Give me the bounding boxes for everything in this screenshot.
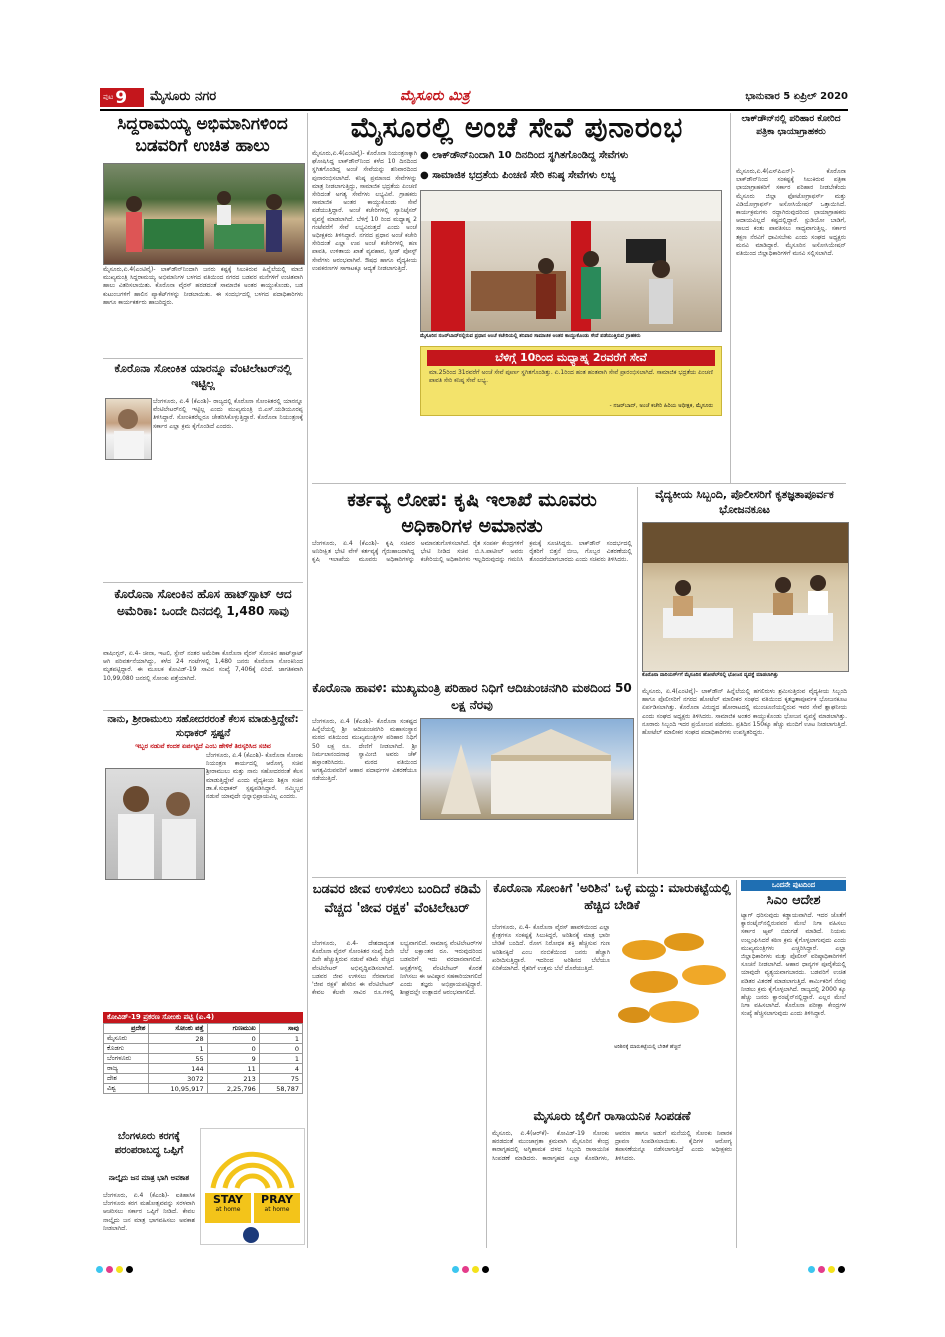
stats-row bbox=[104, 1054, 303, 1064]
lead-box-title: ಬೆಳಿಗ್ಗೆ 10ರಿಂದ ಮಧ್ಯಾಹ್ನ 2ರವರೆಗೆ ಸೇವೆ bbox=[427, 350, 715, 366]
issue-date: ಭಾನುವಾರ 5 ಏಪ್ರಿಲ್ 2020 bbox=[745, 91, 848, 102]
ad-pray-word: PRAY bbox=[261, 1193, 293, 1206]
dot-cyan-icon bbox=[452, 1266, 459, 1273]
bullet-icon: ● bbox=[420, 150, 429, 161]
wifi-arcs-icon bbox=[201, 1133, 304, 1193]
middle-body: ಬೆಂಗಳೂರು, ಏ.4 (ಕೆಎಂಶಿ)- ಕೃಷಿ ಸಚಿವರ ಅನಿರೀಕ್ಷಿತ ಭೇಟಿ ವೇಳೆ ಕರ್ತವ್ಯಕ್ಕೆ ಗೈರುಹಾಜರಾಗಿದ್ದ ಕೃಷಿ ಇಲಾಖೆಯ ಮೂವರು ಅಧಿಕಾರಿಗಳನ್ನು ಅಮಾನತುಗೊಳಿಸಲಾಗಿದೆ. ರೈತ ಸಂಪರ್ಕ ಕೇಂದ್ರಗಳಿಗೆ ಭೇಟಿ ನೀಡಿದ ಸಚಿವ ಬಿ.ಸಿ.ಪಾಟೀಲ್ ಅವರು ಕಚೇರಿಯಲ್ಲಿ ಅಧಿಕಾರಿಗಳು ಇಲ್ಲದಿರುವುದನ್ನು ಗಮನಿಸಿ ಕ್ರಮಕ್ಕೆ ಸೂಚಿಸಿದ್ದರು. ಲಾಕ್‌ಡೌನ್ ಸಂದರ್ಭದಲ್ಲಿ ರೈತರಿಗೆ ಬಿತ್ತನೆ ಬೀಜ, ಗೊಬ್ಬರ ವಿತರಣೆಯಲ್ಲಿ ತೊಂದರೆಯಾಗಬಾರದು ಎಂದು ಸಚಿವರು ತಿಳಿಸಿದರು. bbox=[312, 540, 632, 564]
stats-cell: 144 bbox=[149, 1064, 207, 1074]
stats-row bbox=[104, 1084, 303, 1094]
stats-header: ಗುಣಮುಖ bbox=[207, 1024, 259, 1034]
dot-black-icon bbox=[838, 1266, 845, 1273]
registration-marks-right bbox=[808, 1258, 848, 1277]
story-sudhakar-body: ಬೆಂಗಳೂರು, ಏ.4 (ಕೆಎಂಶಿ)- ಕೊರೊನಾ ಸೋಂಕು ನಿಯಂತ್ರಣ ಕಾರ್ಯದಲ್ಲಿ ಆರೋಗ್ಯ ಸಚಿವ ಶ್ರೀರಾಮುಲು ಮತ್ತು ನಾನು ಸಹೋದರರಂತೆ ಕೆಲಸ ಮಾಡುತ್ತಿದ್ದೇವೆ ಎಂದು ವೈದ್ಯಕೀಯ ಶಿಕ್ಷಣ ಸಚಿವ ಡಾ.ಕೆ.ಸುಧಾಕರ್ ಸ್ಪಷ್ಟಪಡಿಸಿದ್ದಾರೆ. ನಮ್ಮಿಬ್ಬರ ನಡುವೆ ಯಾವುದೇ ಭಿನ್ನಾಭಿಪ್ರಾಯವಿಲ್ಲ ಎಂದರು. bbox=[206, 752, 303, 801]
stats-row bbox=[104, 1044, 303, 1054]
dot-yellow-icon bbox=[472, 1266, 479, 1273]
lead-info-box bbox=[420, 346, 722, 416]
stats-row bbox=[104, 1074, 303, 1084]
stats-table bbox=[103, 1023, 303, 1094]
turmeric-caption: ಅರಿಶಿನಕ್ಕೆ ಮಾರುಕಟ್ಟೆಯಲ್ಲಿ ಬೇಡಿಕೆ ಹೆಚ್ಚಿದೆ bbox=[614, 1044, 681, 1050]
registration-marks-left bbox=[96, 1258, 136, 1277]
stay-pray-ad bbox=[200, 1128, 305, 1245]
adichunchanagiri-body: ಬೆಂಗಳೂರು, ಏ.4 (ಕೆಎಂಶಿ)- ಕೊರೊನಾ ಸಂಕಷ್ಟದ ಹಿನ್ನೆಲೆಯಲ್ಲಿ ಶ್ರೀ ಆದಿಚುಂಚನಗಿರಿ ಮಹಾಸಂಸ್ಥಾನ ಮಠದ ವತಿಯಿಂದ ಮುಖ್ಯಮಂತ್ರಿಗಳ ಪರಿಹಾರ ನಿಧಿಗೆ 50 ಲಕ್ಷ ರೂ. ದೇಣಿಗೆ ನೀಡಲಾಗಿದೆ. ಶ್ರೀ ನಿರ್ಮಲಾನಂದನಾಥ ಸ್ವಾಮೀಜಿ ಅವರು ಚೆಕ್ ಹಸ್ತಾಂತರಿಸಿದರು. ಮಠದ ವತಿಯಿಂದ ಅಗತ್ಯವಿರುವವರಿಗೆ ಆಹಾರ ಪದಾರ್ಥಗಳ ವಿತರಣೆಯೂ ನಡೆಯುತ್ತಿದೆ. bbox=[312, 718, 417, 783]
lead-box-credit: - ನಜರ್‌ಬಾದ್, ಅಂಚೆ ಕಚೇರಿ ಹಿರಿಯ ಅಧೀಕ್ಷಕ, ಮೈಸೂರು bbox=[609, 403, 713, 409]
photo-chief-minister bbox=[105, 398, 152, 460]
stats-cell: ವಿಶ್ವ bbox=[104, 1084, 149, 1094]
story-america-headline: ಕೊರೊನಾ ಸೋಂಕಿನ ಹೊಸ ಹಾಟ್‌ಸ್ಪಾಟ್ ಆದ ಅಮೆರಿಕಾ: ಒಂದೇ ದಿನದಲ್ಲಿ 1,480 ಸಾವು bbox=[114, 587, 292, 618]
story-milk-body: ಮೈಸೂರು,ಏ.4(ಎಂಟಿವೈ)- ಲಾಕ್‌ಡೌನ್‌ನಿಂದಾಗಿ ಜನರು ಕಷ್ಟಕ್ಕೆ ಸಿಲುಕಿರುವ ಹಿನ್ನೆಲೆಯಲ್ಲಿ ಮಾಜಿ ಮುಖ್ಯಮಂತ್ರಿ ಸಿದ್ದರಾಮಯ್ಯ ಅಭಿಮಾನಿಗಳ ಬಳಗದ ವತಿಯಿಂದ ನಗರದ ಬಡವರ ಮನೆಗಳಿಗೆ ಉಚಿತವಾಗಿ ಹಾಲು ವಿತರಿಸಲಾಯಿತು. ಕೊರೊನಾ ವೈರಸ್ ಹರಡದಂತೆ ಸಾಮಾಜಿಕ ಅಂತರ ಕಾಯ್ದುಕೊಂಡು, ಬಡ ಕುಟುಂಬಗಳಿಗೆ ಹಾಲಿನ ಪ್ಯಾಕೆಟ್‌ಗಳನ್ನು ನೀಡಲಾಯಿತು. ಈ ಸಂದರ್ಭದಲ್ಲಿ ಬಳಗದ ಪದಾಧಿಕಾರಿಗಳು ಹಾಗೂ ಕಾರ್ಯಕರ್ತರು ಹಾಜರಿದ್ದರು. bbox=[103, 266, 303, 306]
right-mid-headline: ವೈದ್ಯಕೀಯ ಸಿಬ್ಬಂದಿ, ಪೊಲೀಸರಿಗೆ ಕೃತಜ್ಞತಾಪೂರ್ವಕ ಭೋಜನಕೂಟ bbox=[655, 488, 834, 516]
lead-body-col1: ಮೈಸೂರು,ಏ.4(ಎಂಟಿವೈ)- ಕೊರೊನಾ ನಿಯಂತ್ರಣಕ್ಕಾಗಿ ಘೋಷಿಸಿದ್ದ ಲಾಕ್‌ಡೌನ್‌ನಿಂದ ಕಳೆದ 10 ದಿನದಿಂದ ಸ್ಥಗಿತಗೊಂಡಿದ್ದ ಅಂಚೆ ಸೇವೆಯನ್ನು ಶನಿವಾರದಿಂದ ಪುನಾರಂಭಿಸಲಾಗಿದೆ. ಕನಿಷ್ಠ ಪ್ರಮಾಣದ ಸೇವೆಗಳನ್ನು ಮಾತ್ರ ನೀಡಲಾಗುತ್ತಿದ್ದು, ಸಾಮಾಜಿಕ ಭದ್ರತೆಯ ಪಿಂಚಣಿ ಸೇರಿದಂತೆ ಅಗತ್ಯ ಸೇವೆಗಳು ಲಭ್ಯವಿವೆ. ಗ್ರಾಹಕರು ಸಾಮಾಜಿಕ ಅಂತರ ಕಾಯ್ದುಕೊಂಡು ಸೇವೆ ಪಡೆಯುತ್ತಿದ್ದಾರೆ. ಅಂಚೆ ಕಚೇರಿಗಳಲ್ಲಿ ಸ್ಯಾನಿಟೈಸರ್ ವ್ಯವಸ್ಥೆ ಮಾಡಲಾಗಿದೆ. ಬೆಳಿಗ್ಗೆ 10 ರಿಂದ ಮಧ್ಯಾಹ್ನ 2 ಗಂಟೆವರೆಗೆ ಸೇವೆ ಲಭ್ಯವಿರುತ್ತದೆ ಎಂದು ಅಂಚೆ ಅಧೀಕ್ಷಕರು ತಿಳಿಸಿದ್ದಾರೆ. ನಗರದ ಪ್ರಧಾನ ಅಂಚೆ ಕಚೇರಿ ಸೇರಿದಂತೆ ಎಲ್ಲಾ ಉಪ ಅಂಚೆ ಕಚೇರಿಗಳಲ್ಲಿ ಹಣ ಪಾವತಿ, ಉಳಿತಾಯ ಖಾತೆ ವ್ಯವಹಾರ, ಸ್ಪೀಡ್ ಪೋಸ್ಟ್ ಸೇವೆಗಳು ಆರಂಭವಾಗಿವೆ. ಔಷಧ ಹಾಗೂ ವೈದ್ಯಕೀಯ ಉಪಕರಣಗಳ ಸಾಗಾಟಕ್ಕೂ ಆದ್ಯತೆ ನೀಡಲಾಗುತ್ತಿದೆ. bbox=[312, 150, 417, 272]
dot-magenta-icon bbox=[462, 1266, 469, 1273]
dining-scene bbox=[643, 523, 848, 671]
jail-spray-body: ಮೈಸೂರು, ಏ.4(ಆರ್‌ಕೆ)- ಕೋವಿಡ್-19 ಸೋಂಕು ಹರಡದಂತೆ ಮುಂಜಾಗ್ರತಾ ಕ್ರಮವಾಗಿ ಮೈಸೂರಿನ ಕೇಂದ್ರ ಕಾರಾಗೃಹದಲ್ಲಿ ಅಗ್ನಿಶಾಮಕ ದಳದ ಸಿಬ್ಬಂದಿ ರಾಸಾಯನಿಕ ಸಿಂಪಡಣೆ ಮಾಡಿದರು. ಕಾರಾಗೃಹದ ಎಲ್ಲಾ ಕೊಠಡಿಗಳು, ಆವರಣ ಹಾಗೂ ಅಡುಗೆ ಮನೆಯಲ್ಲಿ ಸೋಂಕು ನಿವಾರಕ ದ್ರಾವಣ ಸಿಂಪಡಿಸಲಾಯಿತು. ಕೈದಿಗಳ ಆರೋಗ್ಯ ತಪಾಸಣೆಯನ್ನೂ ನಡೆಸಲಾಗುತ್ತಿದೆ ಎಂದು ಅಧೀಕ್ಷಕರು ತಿಳಿಸಿದರು. bbox=[492, 1130, 732, 1162]
stats-header: ಪ್ರದೇಶ bbox=[104, 1024, 149, 1034]
lead-headline: ಮೈಸೂರಲ್ಲಿ ಅಂಚೆ ಸೇವೆ ಪುನಾರಂಭ bbox=[350, 111, 684, 144]
turmeric-body: ಬೆಂಗಳೂರು, ಏ.4- ಕೊರೊನಾ ವೈರಸ್ ಹಾವಳಿಯಿಂದ ಎಲ್ಲಾ ಕ್ಷೇತ್ರಗಳೂ ಸಂಕಷ್ಟಕ್ಕೆ ಸಿಲುಕಿದ್ದರೆ, ಅರಿಶಿನಕ್ಕೆ ಮಾತ್ರ ಭಾರೀ ಬೇಡಿಕೆ ಬಂದಿದೆ. ರೋಗ ನಿರೋಧಕ ಶಕ್ತಿ ಹೆಚ್ಚಿಸುವ ಗುಣ ಅರಿಶಿನಕ್ಕಿದೆ ಎಂಬ ನಂಬಿಕೆಯಿಂದ ಜನರು ಹೆಚ್ಚಾಗಿ ಖರೀದಿಸುತ್ತಿದ್ದಾರೆ. ಇದರಿಂದ ಅರಿಶಿನದ ಬೆಲೆಯೂ ಏರಿಕೆಯಾಗಿದೆ. ರೈತರಿಗೆ ಉತ್ತಮ ಬೆಲೆ ದೊರೆಯುತ್ತಿದೆ. bbox=[492, 924, 610, 973]
divider bbox=[312, 483, 846, 484]
stats-header: ಸೋಂಕು ಪತ್ತೆ bbox=[149, 1024, 207, 1034]
lead-bullet-1 bbox=[420, 150, 720, 161]
stats-cell: 11 bbox=[207, 1064, 259, 1074]
divider bbox=[103, 358, 303, 359]
cm-portrait bbox=[106, 399, 151, 459]
milk-photo-figures bbox=[104, 164, 304, 264]
stats-cell: 1 bbox=[259, 1054, 302, 1064]
cm-order-headline: ಸಿಎಂ ಆದೇಶ bbox=[766, 893, 821, 908]
lead-bullet-2 bbox=[420, 170, 720, 181]
stats-cell: 0 bbox=[207, 1034, 259, 1044]
column-rule bbox=[736, 880, 737, 1248]
story-ventilator-body: ಬೆಂಗಳೂರು, ಏ.4 (ಕೆಎಂಶಿ)- ರಾಜ್ಯದಲ್ಲಿ ಕೊರೊನಾ ಸೋಂಕಿತರಲ್ಲಿ ಯಾರನ್ನೂ ವೆಂಟಿಲೇಟರ್‌ನಲ್ಲಿ ಇಟ್ಟಿಲ್ಲ ಎಂದು ಮುಖ್ಯಮಂತ್ರಿ ಬಿ.ಎಸ್.ಯಡಿಯೂರಪ್ಪ ತಿಳಿಸಿದ್ದಾರೆ. ಸೋಂಕಿತರೆಲ್ಲರೂ ಚೇತರಿಸಿಕೊಳ್ಳುತ್ತಿದ್ದಾರೆ. ಕೊರೊನಾ ನಿಯಂತ್ರಣಕ್ಕೆ ಸರ್ಕಾರ ಎಲ್ಲಾ ಕ್ರಮ ಕೈಗೊಂಡಿದೆ ಎಂದರು. bbox=[153, 398, 303, 430]
story-ventilator-headline: ಕೊರೊನಾ ಸೋಂಕಿತ ಯಾರನ್ನೂ ವೆಂಟಿಲೇಟರ್‌ನಲ್ಲಿ ಇಟ್ಟಿಲ್ಲ bbox=[114, 362, 292, 390]
ad-pray-label bbox=[254, 1193, 300, 1223]
section-name: ಮೈಸೂರು ನಗರ bbox=[150, 89, 217, 104]
turmeric-headline: ಕೊರೊನಾ ಸೋಂಕಿಗೆ 'ಅರಿಶಿನ' ಒಳ್ಳೆ ಮದ್ದು: ಮಾರುಕಟ್ಟೆಯಲ್ಲಿ ಹೆಚ್ಚಿದ ಬೇಡಿಕೆ bbox=[493, 881, 731, 912]
column-rule bbox=[637, 487, 638, 874]
ad-logo-icon bbox=[243, 1227, 259, 1243]
page-header bbox=[100, 88, 848, 108]
stats-cell: 55 bbox=[149, 1054, 207, 1064]
lead-body-col2 bbox=[312, 282, 417, 477]
temple-scene bbox=[421, 719, 633, 819]
stats-cell: 0 bbox=[259, 1044, 302, 1054]
story-sudhakar-headline: ನಾನು, ಶ್ರೀರಾಮುಲು ಸಹೋದರರಂತೆ ಕೆಲಸ ಮಾಡುತ್ತಿದ್ದೇವೆ: ಸುಧಾಕರ್ ಸ್ಪಷ್ಟನೆ bbox=[107, 714, 299, 739]
right-top-headline: ಲಾಕ್‌ಡೌನ್‌ನಲ್ಲಿ ಪರಿಹಾರ ಕೋರಿದ ಪತ್ರಿಕಾ ಛಾಯಾಗ್ರಾಹಕರು bbox=[741, 114, 841, 137]
lead-body-col3 bbox=[420, 418, 720, 478]
stats-cell: 213 bbox=[207, 1074, 259, 1084]
dot-magenta-icon bbox=[106, 1266, 113, 1273]
page-number-badge bbox=[100, 88, 144, 107]
adichunchanagiri-body-cont bbox=[420, 822, 632, 874]
stats-body bbox=[104, 1034, 303, 1094]
stats-cell: ಬೆಂಗಳೂರು bbox=[104, 1054, 149, 1064]
photo-dining bbox=[642, 522, 849, 672]
stats-row bbox=[104, 1034, 303, 1044]
dot-magenta-icon bbox=[818, 1266, 825, 1273]
continued-kicker: ಒಂದನೇ ಪುಟದಿಂದ bbox=[741, 880, 846, 891]
stats-cell: 28 bbox=[149, 1034, 207, 1044]
stats-cell: 4 bbox=[259, 1064, 302, 1074]
right-mid-body: ಮೈಸೂರು, ಏ.4(ಎಂಟಿವೈ)- ಲಾಕ್‌ಡೌನ್ ಹಿನ್ನೆಲೆಯಲ್ಲಿ ಹಗಲಿರುಳು ಶ್ರಮಿಸುತ್ತಿರುವ ವೈದ್ಯಕೀಯ ಸಿಬ್ಬಂದಿ ಹಾಗೂ ಪೊಲೀಸರಿಗೆ ನಗರದ ಹೋಟೆಲ್ ಮಾಲೀಕರ ಸಂಘದ ವತಿಯಿಂದ ಕೃತಜ್ಞತಾಪೂರ್ವಕ ಭೋಜನಕೂಟ ಏರ್ಪಡಿಸಲಾಗಿತ್ತು. ಕೊರೊನಾ ವಿರುದ್ಧದ ಹೋರಾಟದಲ್ಲಿ ಮುಂಚೂಣಿಯಲ್ಲಿರುವ ಇವರ ಸೇವೆ ಶ್ಲಾಘನೀಯ ಎಂದು ಸಂಘದ ಅಧ್ಯಕ್ಷರು ತಿಳಿಸಿದರು. ಸಾಮಾಜಿಕ ಅಂತರ ಕಾಯ್ದುಕೊಂಡು ಭೋಜನ ವ್ಯವಸ್ಥೆ ಮಾಡಲಾಗಿತ್ತು. ನೂರಾರು ಸಿಬ್ಬಂದಿ ಇದರ ಪ್ರಯೋಜನ ಪಡೆದರು. ಪ್ರತಿದಿನ 150ಕ್ಕೂ ಹೆಚ್ಚು ಮಂದಿಗೆ ಊಟ ನೀಡಲಾಗುತ್ತಿದೆ. ಹೋಟೆಲ್ ಮಾಲೀಕರ ಸಂಘದ ಪದಾಧಿಕಾರಿಗಳು ಉಪಸ್ಥಿತರಿದ್ದರು. bbox=[642, 688, 847, 737]
stats-cell: 9 bbox=[207, 1054, 259, 1064]
ad-stay-word: STAY bbox=[213, 1193, 243, 1206]
page-label: ಪುಟ bbox=[103, 93, 114, 101]
stats-header: ಸಾವು bbox=[259, 1024, 302, 1034]
stats-row bbox=[104, 1064, 303, 1074]
photo-ministers bbox=[105, 768, 205, 880]
photo-post-office bbox=[420, 190, 722, 332]
lead-box-body: ಮಾ.25ರಿಂದ 31ರವರೆಗೆ ಅಂಚೆ ಸೇವೆ ಪೂರ್ಣ ಸ್ಥಗಿತಗೊಂಡಿತ್ತು. ಏ.1ರಿಂದ ಹಂತ ಹಂತವಾಗಿ ಸೇವೆ ಪ್ರಾರಂಭಿಸಲಾಗಿದೆ. ಸಾಮಾಜಿಕ ಭದ್ರತೆಯ ಪಿಂಚಣಿ ಪಾವತಿ ಸೇರಿ ಕನಿಷ್ಠ ಸೇವೆ ಲಭ್ಯ. bbox=[429, 369, 713, 385]
stats-cell: 75 bbox=[259, 1074, 302, 1084]
dot-black-icon bbox=[482, 1266, 489, 1273]
ad-pray-sub: at home bbox=[264, 1206, 290, 1213]
page-number: 9 bbox=[115, 87, 128, 108]
ad-stay-sub: at home bbox=[215, 1206, 241, 1213]
stats-cell: ಕೊಡಗು bbox=[104, 1044, 149, 1054]
jeeva-rakshaka-body: ಬೆಂಗಳೂರು, ಏ.4- ದೇಶದಾದ್ಯಂತ ಕೊರೊನಾ ವೈರಸ್ ಸೋಂಕಿತರ ಸಂಖ್ಯೆ ದಿನೇ ದಿನೇ ಹೆಚ್ಚುತ್ತಿರುವ ನಡುವೆ ಕಡಿಮೆ ವೆಚ್ಚದ ವೆಂಟಿಲೇಟರ್ ಅಭಿವೃದ್ಧಿಪಡಿಸಲಾಗಿದೆ. ಬಡವರ ಜೀವ ಉಳಿಸಲು ನೆರವಾಗುವ 'ಜೀವ ರಕ್ಷಕ' ಹೆಸರಿನ ಈ ವೆಂಟಿಲೇಟರ್ ಕೇವಲ ಕೆಲವೇ ಸಾವಿರ ರೂ.ಗಳಲ್ಲಿ ಲಭ್ಯವಾಗಲಿದೆ. ಸಾಮಾನ್ಯ ವೆಂಟಿಲೇಟರ್‌ಗಳ ಬೆಲೆ ಲಕ್ಷಾಂತರ ರೂ. ಇರುವುದರಿಂದ ಬಡವರಿಗೆ ಇದು ವರದಾನವಾಗಲಿದೆ. ಆಸ್ಪತ್ರೆಗಳಲ್ಲಿ ವೆಂಟಿಲೇಟರ್ ಕೊರತೆ ನೀಗಿಸಲು ಈ ಆವಿಷ್ಕಾರ ಸಹಕಾರಿಯಾಗಲಿದೆ ಎಂದು ತಜ್ಞರು ಅಭಿಪ್ರಾಯಪಟ್ಟಿದ್ದಾರೆ. ಶೀಘ್ರದಲ್ಲೇ ಉತ್ಪಾದನೆ ಆರಂಭವಾಗಲಿದೆ. bbox=[312, 940, 482, 997]
stats-cell: 0 bbox=[207, 1044, 259, 1054]
covid-stats-table bbox=[103, 1012, 303, 1094]
jail-spray-headline: ಮೈಸೂರು ಜೈಲಿಗೆ ರಾಸಾಯನಿಕ ಸಿಂಪಡಣೆ bbox=[533, 1109, 691, 1123]
stats-cell: 3072 bbox=[149, 1074, 207, 1084]
story-america-body: ವಾಷಿಂಗ್ಟನ್, ಏ.4- ಚೀನಾ, ಇಟಲಿ, ಸ್ಪೇನ್ ನಂತರ ಅಮೆರಿಕಾ ಕೊರೊನಾ ವೈರಸ್ ಸೋಂಕಿನ ಹಾಟ್‌ಸ್ಪಾಟ್ ಆಗಿ ಪರಿವರ್ತನೆಯಾಗಿದ್ದು, ಕಳೆದ 24 ಗಂಟೆಗಳಲ್ಲಿ 1,480 ಜನರು ಕೊರೊನಾ ಸೋಂಕಿನಿಂದ ಮೃತಪಟ್ಟಿದ್ದಾರೆ. ಈ ಮೂಲಕ ಕೋವಿಡ್-19 ಸಾವಿನ ಸಂಖ್ಯೆ 7,406ಕ್ಕೆ ಏರಿದೆ. ಜಾಗತಿಕವಾಗಿ 10,99,080 ಜನರಲ್ಲಿ ಸೋಂಕು ಪತ್ತೆಯಾಗಿದೆ. bbox=[103, 650, 303, 682]
stats-table-title: ಕೋವಿಡ್-19 ಪ್ರಕರಣ ಸೋಂಕು ಪಟ್ಟಿ (ಏ.4) bbox=[103, 1012, 303, 1023]
story-milk-headline: ಸಿದ್ದರಾಮಯ್ಯ ಅಭಿಮಾನಿಗಳಿಂದ ಬಡವರಿಗೆ ಉಚಿತ ಹಾಲು bbox=[117, 114, 288, 156]
column-rule bbox=[730, 113, 731, 483]
stats-cell: ದೇಶ bbox=[104, 1074, 149, 1084]
lead-photo-caption: ಮೈಸೂರಿನ ನಜರ್‌ಬಾದ್‌ನಲ್ಲಿರುವ ಪ್ರಧಾನ ಅಂಚೆ ಕಚೇರಿಯಲ್ಲಿ ಶನಿವಾರ ಸಾಮಾಜಿಕ ಅಂತರ ಕಾಯ್ದುಕೊಂಡು ಸೇವೆ ಪಡೆಯುತ್ತಿರುವ ಗ್ರಾಹಕರು bbox=[420, 333, 641, 339]
story-sudhakar-body-cont bbox=[103, 882, 303, 1008]
right-mid-caption: ಕೊರೊನಾ ವಾರಿಯರ್ಸ್‌ಗೆ ಮೈಸೂರಿನ ಹೋಟೆಲ್‌ನಲ್ಲಿ ಭೋಜನ ವ್ಯವಸ್ಥೆ ಮಾಡಲಾಗಿತ್ತು bbox=[642, 672, 779, 678]
divider bbox=[103, 582, 303, 583]
cm-order-body: ಟ್ಯಾಗ್ ಧರಿಸುವುದು ಕಡ್ಡಾಯವಾಗಿದೆ. ಇದರ ಜೊತೆಗೆ ಕ್ವಾರಂಟೈನ್‌ನಲ್ಲಿರುವವರ ಮೇಲೆ ನಿಗಾ ವಹಿಸಲು ಸರ್ಕಾರ ಆ್ಯಪ್ ಬಿಡುಗಡೆ ಮಾಡಿದೆ. ನಿಯಮ ಉಲ್ಲಂಘಿಸಿದರೆ ಕಠಿಣ ಕ್ರಮ ಕೈಗೊಳ್ಳಲಾಗುವುದು ಎಂದು ಮುಖ್ಯಮಂತ್ರಿಗಳು ಎಚ್ಚರಿಸಿದ್ದಾರೆ. ಎಲ್ಲಾ ಜಿಲ್ಲಾಧಿಕಾರಿಗಳು ಮತ್ತು ಪೊಲೀಸ್ ವರಿಷ್ಠಾಧಿಕಾರಿಗಳಿಗೆ ಸೂಚನೆ ನೀಡಲಾಗಿದೆ. ಆಹಾರ ಧಾನ್ಯಗಳ ಪೂರೈಕೆಯಲ್ಲಿ ಯಾವುದೇ ವ್ಯತ್ಯಯವಾಗಬಾರದು. ಬಡವರಿಗೆ ಉಚಿತ ಪಡಿತರ ವಿತರಣೆ ಮಾಡಲಾಗುತ್ತಿದೆ. ಕಾರ್ಮಿಕರಿಗೆ ನೆರವು ನೀಡಲು ಕ್ರಮ ಕೈಗೊಳ್ಳಲಾಗಿದೆ. ರಾಜ್ಯದಲ್ಲಿ 2000 ಕ್ಕೂ ಹೆಚ್ಚು ಜನರು ಕ್ವಾರಂಟೈನ್‌ನಲ್ಲಿದ್ದಾರೆ. ಎಲ್ಲರ ಮೇಲೆ ನಿಗಾ ವಹಿಸಲಾಗಿದೆ. ಕೊರೊನಾ ಪರೀಕ್ಷಾ ಕೇಂದ್ರಗಳ ಸಂಖ್ಯೆ ಹೆಚ್ಚಿಸಲಾಗುವುದು ಎಂದು ತಿಳಿಸಿದ್ದಾರೆ. bbox=[741, 912, 846, 1018]
lead-bullet-2-text: ಸಾಮಾಜಿಕ ಭದ್ರತೆಯ ಪಿಂಚಣಿ ಸೇರಿ ಕನಿಷ್ಠ ಸೇವೆಗಳು ಲಭ್ಯ bbox=[432, 170, 616, 181]
turmeric-body-cont bbox=[614, 1056, 732, 1104]
photo-turmeric bbox=[614, 920, 732, 1040]
column-rule bbox=[307, 113, 308, 1248]
divider bbox=[103, 710, 303, 711]
photo-milk-distribution bbox=[103, 163, 305, 265]
story-karaga-headline: ಬೆಂಗಳೂರು ಕರಗಕ್ಕೆ ಪರಂಪರಾಬದ್ಧ ಒಪ್ಪಿಗೆ bbox=[114, 1131, 184, 1156]
ministers-figures bbox=[106, 769, 204, 879]
stats-header-row bbox=[104, 1024, 303, 1034]
ad-stay-label bbox=[205, 1193, 251, 1223]
stats-cell: 58,787 bbox=[259, 1084, 302, 1094]
turmeric-roots bbox=[614, 920, 732, 1040]
stats-cell: 1 bbox=[149, 1044, 207, 1054]
bullet-icon: ● bbox=[420, 170, 429, 181]
stats-cell: 1 bbox=[259, 1034, 302, 1044]
stats-cell: 2,25,796 bbox=[207, 1084, 259, 1094]
jeeva-rakshaka-headline: ಬಡವರ ಜೀವ ಉಳಿಸಲು ಬಂದಿದೆ ಕಡಿಮೆ ವೆಚ್ಚದ 'ಜೀವ ರಕ್ಷಕ' ವೆಂಟಿಲೇಟರ್ bbox=[312, 882, 482, 916]
stats-cell: ಮೈಸೂರು bbox=[104, 1034, 149, 1044]
stats-cell: 10,95,917 bbox=[149, 1084, 207, 1094]
middle-headline: ಕರ್ತವ್ಯ ಲೋಪ: ಕೃಷಿ ಇಲಾಖೆ ಮೂವರು ಅಧಿಕಾರಿಗಳ ಅಮಾನತು bbox=[347, 489, 597, 537]
dot-yellow-icon bbox=[828, 1266, 835, 1273]
dot-black-icon bbox=[126, 1266, 133, 1273]
divider bbox=[312, 877, 846, 878]
story-karaga-sub: ನಾಲ್ಕೈದು ಜನ ಮಾತ್ರ ಭಾಗಿ ಅವಕಾಶ bbox=[108, 1174, 190, 1182]
dot-yellow-icon bbox=[116, 1266, 123, 1273]
stats-cell: ರಾಜ್ಯ bbox=[104, 1064, 149, 1074]
lead-bullet-1-text: ಲಾಕ್‌ಡೌನ್‌ನಿಂದಾಗಿ 10 ದಿನದಿಂದ ಸ್ಥಗಿತಗೊಂಡಿದ್ದ ಸೇವೆಗಳು bbox=[432, 150, 629, 161]
registration-marks-center bbox=[452, 1258, 492, 1277]
column-rule bbox=[486, 880, 487, 1248]
story-sudhakar-subhead: ಇಬ್ಬರ ನಡುವೆ ಕಂದಕ ಏರ್ಪಟ್ಟಿದೆ ಎಂಬ ಹೇಳಿಕೆ ತಿರಸ್ಕರಿಸಿದ ಸಚಿವ bbox=[135, 742, 271, 750]
dot-cyan-icon bbox=[808, 1266, 815, 1273]
post-office-scene bbox=[421, 191, 721, 331]
photo-temple bbox=[420, 718, 634, 820]
masthead-logo: ಮೈಸೂರು ಮಿತ್ರ bbox=[400, 88, 470, 104]
story-karaga-body: ಬೆಂಗಳೂರು, ಏ.4 (ಕೆಎಂಶಿ)- ಐತಿಹಾಸಿಕ ಬೆಂಗಳೂರು ಕರಗ ಮಹೋತ್ಸವವನ್ನು ಸರಳವಾಗಿ ಆಚರಿಸಲು ಸರ್ಕಾರ ಒಪ್ಪಿಗೆ ನೀಡಿದೆ. ಕೇವಲ ನಾಲ್ಕೈದು ಜನ ಮಾತ್ರ ಭಾಗವಹಿಸಲು ಅವಕಾಶ ನೀಡಲಾಗಿದೆ. bbox=[103, 1192, 195, 1232]
adichunchanagiri-headline: ಕೊರೊನಾ ಹಾವಳಿ: ಮುಖ್ಯಮಂತ್ರಿ ಪರಿಹಾರ ನಿಧಿಗೆ ಆದಿಚುಂಚನಗಿರಿ ಮಠದಿಂದ 50 ಲಕ್ಷ ನೆರವು bbox=[312, 681, 632, 712]
right-top-body: ಮೈಸೂರು,ಏ.4(ಎಸ್‌ಪಿಎನ್)- ಕೊರೊನಾ ಲಾಕ್‌ಡೌನ್‌ನಿಂದ ಸಂಕಷ್ಟಕ್ಕೆ ಸಿಲುಕಿರುವ ಪತ್ರಿಕಾ ಛಾಯಾಗ್ರಾಹಕರಿಗೆ ಸರ್ಕಾರ ಪರಿಹಾರ ನೀಡಬೇಕೆಂದು ಮೈಸೂರು ಜಿಲ್ಲಾ ಫೋಟೋಗ್ರಾಫರ್ಸ್ ಮತ್ತು ವಿಡಿಯೋಗ್ರಾಫರ್ಸ್ ಅಸೋಸಿಯೇಷನ್ ಒತ್ತಾಯಿಸಿದೆ. ಕಾರ್ಯಕ್ರಮಗಳು ರದ್ದಾಗಿರುವುದರಿಂದ ಛಾಯಾಗ್ರಾಹಕರು ಆದಾಯವಿಲ್ಲದೆ ಕಷ್ಟದಲ್ಲಿದ್ದಾರೆ. ಸ್ಟುಡಿಯೋ ಬಾಡಿಗೆ, ಸಾಲದ ಕಂತು ಪಾವತಿಸಲು ಸಾಧ್ಯವಾಗುತ್ತಿಲ್ಲ. ಸರ್ಕಾರ ತಕ್ಷಣ ನೆರವಿಗೆ ಧಾವಿಸಬೇಕು ಎಂದು ಸಂಘದ ಅಧ್ಯಕ್ಷರು ಮನವಿ ಮಾಡಿದ್ದಾರೆ. ಮೈಸೂರಿನ ಅಸೋಸಿಯೇಷನ್ ವತಿಯಿಂದ ಜಿಲ್ಲಾಧಿಕಾರಿಗಳಿಗೆ ಮನವಿ ಸಲ್ಲಿಸಲಾಗಿದೆ. bbox=[736, 168, 846, 258]
dot-cyan-icon bbox=[96, 1266, 103, 1273]
